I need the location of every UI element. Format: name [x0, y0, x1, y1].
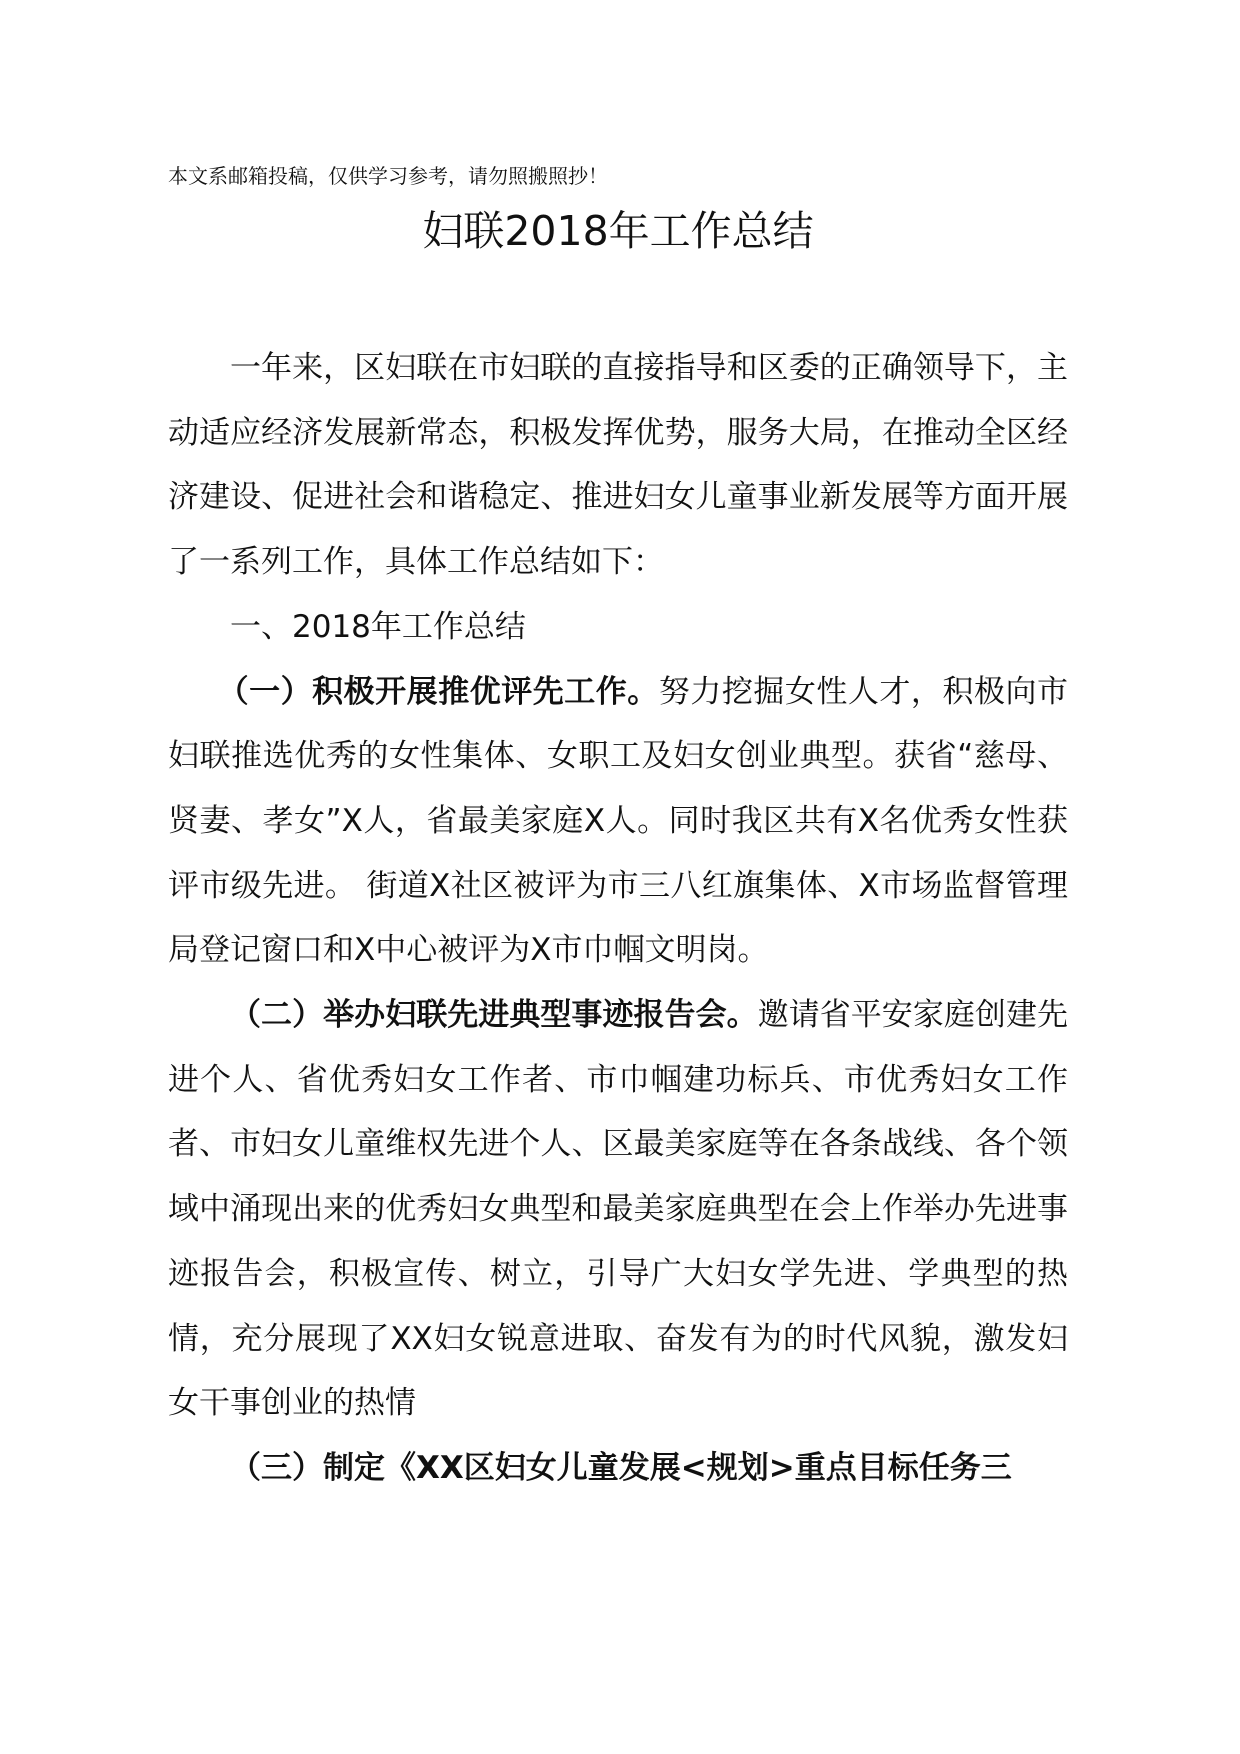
- item-paragraph-2: [168, 983, 1068, 1436]
- intro-paragraph: 一年来，区妇联在市妇联的直接指导和区委的正确领导下，主动适应经济发展新常态，积极发挥优势，服务大局，在推动全区经济建设、促进社会和谐稳定、推进妇女儿童事业新发展等方面开展了一系列工作，具体工作总结如下：: [168, 350, 1068, 581]
- copyright-notice: 本文系邮箱投稿，仅供学习参考，请勿照搬照抄！: [168, 164, 608, 188]
- document-title: 妇联2018年工作总结: [422, 207, 814, 255]
- item-paragraph-3: [168, 1436, 1068, 1501]
- section-heading: 一、2018年工作总结: [230, 608, 526, 645]
- item-heading-1: （一）积极开展推优评先工作。: [217, 673, 659, 710]
- item-heading-2: （二）举办妇联先进典型事迹报告会。: [230, 997, 758, 1034]
- item-heading-3: （三）制定《XX区妇女儿童发展<规划>重点目标任务三: [230, 1449, 1012, 1486]
- item-paragraph-1: [168, 660, 1068, 984]
- document-body: [168, 336, 1068, 1501]
- item-text-1: 努力挖掘女性人才，积极向市妇联推选优秀的女性集体、女职工及妇女创业典型。获省“慈母、贤妻、孝女”X人，省最美家庭X人。同时我区共有X名优秀女性获评市级先进。 街道X社区被评为市三八红旗集体、X市场监督管理局登记窗口和X中心被评为X市巾帼文明岗。: [168, 673, 1068, 969]
- item-text-2: 邀请省平安家庭创建先进个人、省优秀妇女工作者、市巾帼建功标兵、市优秀妇女工作者、市妇女儿童维权先进个人、区最美家庭等在各条战线、各个领域中涌现出来的优秀妇女典型和最美家庭典型在会上作举办先进事迹报告会，积极宣传、树立，引导广大妇女学先进、学典型的热情，充分展现了XX妇女锐意进取、奋发有为的时代风貌，激发妇女干事创业的热情: [168, 997, 1069, 1422]
